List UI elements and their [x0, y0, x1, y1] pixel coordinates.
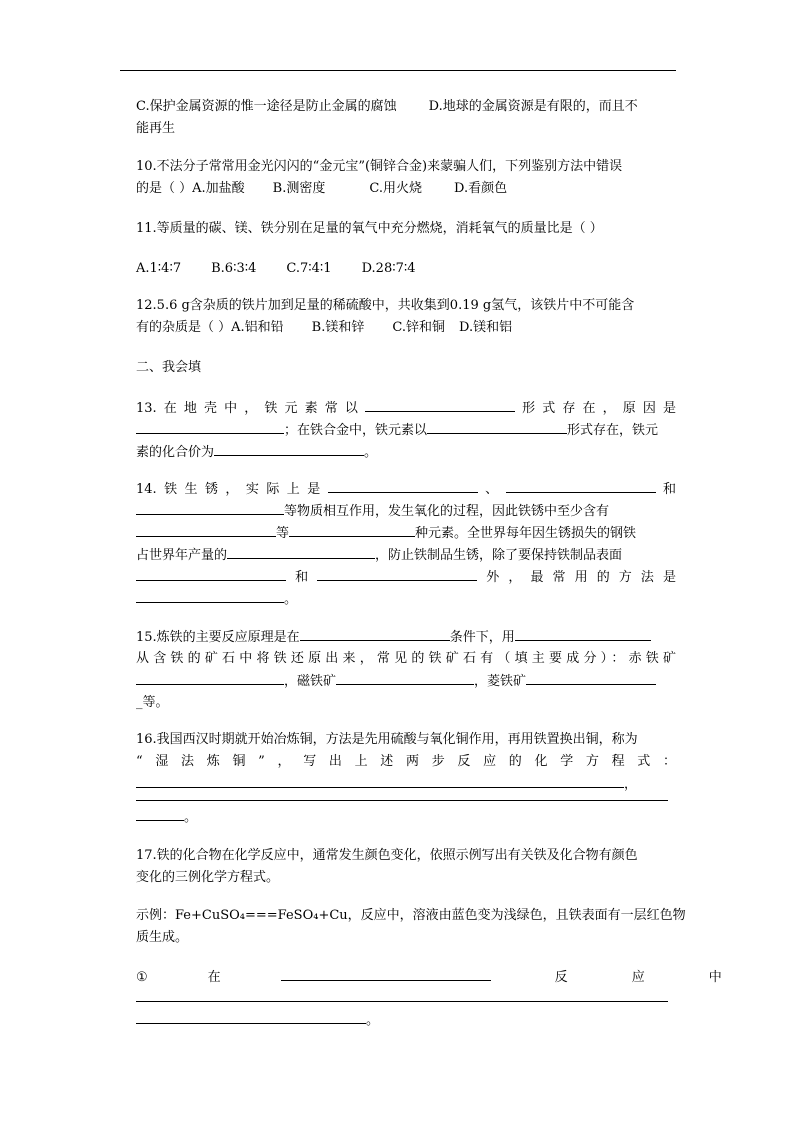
- q12-option-b: B.镁和锌: [311, 320, 365, 335]
- q14-line4: 占世界年产量的 ，防止铁制品生锈，除了要保持铁制品表面: [136, 544, 676, 567]
- blank[interactable]: [136, 588, 284, 603]
- q16-line1: 16.我国西汉时期就开始冶炼铜，方法是先用硫酸与氧化铜作用，再用铁置换出铜，称为: [136, 732, 638, 747]
- blank[interactable]: [136, 1009, 366, 1024]
- answer-line[interactable]: [136, 800, 668, 801]
- q11-options: [136, 258, 676, 280]
- blank[interactable]: [136, 566, 286, 581]
- blank[interactable]: [289, 522, 415, 537]
- blank[interactable]: [365, 397, 515, 412]
- q16-line2: “湿法炼铜”，写出上述两步反应的化学方程式：: [136, 754, 676, 769]
- blank[interactable]: [281, 966, 491, 981]
- q14-line6: 。: [136, 588, 676, 611]
- blank[interactable]: [427, 419, 567, 434]
- q15-line4: _等。: [136, 695, 169, 710]
- q13-line1: 13.在地壳中，铁元素常以 形式存在，原因是: [136, 397, 676, 420]
- q16-line5: 。: [136, 806, 676, 829]
- blank[interactable]: [506, 478, 656, 493]
- blank[interactable]: [136, 670, 284, 685]
- blank[interactable]: [336, 670, 474, 685]
- blank[interactable]: [300, 626, 450, 641]
- blank[interactable]: [136, 500, 284, 515]
- q14-line1: 14.铁生锈，实际上是 、 和: [136, 478, 676, 501]
- q15-line3: ，磁铁矿 ，菱铁矿: [136, 670, 676, 693]
- q13-line3: 素的化合价为 。: [136, 441, 676, 464]
- blank[interactable]: [214, 441, 364, 456]
- q11-option-c: C.7∶4∶1: [286, 261, 332, 276]
- blank[interactable]: [136, 419, 284, 434]
- q11-option-a: A.1∶4∶7: [136, 261, 182, 276]
- blank[interactable]: [136, 773, 624, 788]
- q17-item1-line1: ① 在 反 应 中: [136, 966, 676, 989]
- q14-line3: 等 种元素。全世界每年因生锈损失的钢铁: [136, 522, 676, 545]
- q10-options: 的是（ ）A.加盐酸 B.测密度 C.用火烧 D.看颜色: [136, 181, 508, 196]
- question-12: 12.5.6 g含杂质的铁片加到足量的稀硫酸中，共收集到0.19 g氢气，该铁片中不可能含: [136, 298, 635, 313]
- q9-line2: 能再生: [136, 121, 176, 136]
- circled-number: ①: [136, 970, 148, 985]
- q17-line1: 17.铁的化合物在化学反应中，通常发生颜色变化，依照示例写出有关铁及化合物有颜色: [136, 848, 638, 863]
- question-11: 11.等质量的碳、镁、铁分别在足量的氧气中充分燃烧，消耗氧气的质量比是（ ）: [136, 221, 603, 236]
- q14-line2: 等物质相互作用，发生氧化的过程，因此铁锈中至少含有: [136, 500, 676, 523]
- q11-option-b: B.6∶3∶4: [211, 261, 257, 276]
- q11-option-d: D.28∶7∶4: [361, 261, 416, 276]
- blank[interactable]: [227, 544, 375, 559]
- section-title: 二、我会填: [136, 360, 202, 375]
- q12-options: 有的杂质是（ ）A.铝和铅 B.镁和锌 C.锌和铜 D.镁和铝: [136, 320, 513, 335]
- q9-option-d: D.地球的金属资源是有限的，而且不: [428, 99, 638, 114]
- q12-option-a: A.铝和铅: [231, 320, 284, 335]
- q10-option-d: D.看颜色: [453, 181, 508, 196]
- blank[interactable]: [136, 806, 184, 821]
- header-rule: [120, 70, 676, 71]
- blank[interactable]: [526, 670, 656, 685]
- q17-example-line1: 示例：Fe+CuSO₄===FeSO₄+Cu，反应中，溶液由蓝色变为浅绿色，且铁表面有一层红色物: [136, 908, 686, 923]
- q17-example-line2: 质生成。: [136, 930, 189, 945]
- q9-option-c: C.保护金属资源的惟一途径是防止金属的腐蚀: [136, 99, 397, 114]
- q12-option-c: C.锌和铜: [392, 320, 445, 335]
- q15-line2: 从含铁的矿石中将铁还原出来，常见的铁矿石有（填主要成分）：赤铁矿: [136, 651, 676, 666]
- q17-line2: 变化的三例化学方程式。: [136, 870, 280, 885]
- q9-line1: [136, 96, 676, 118]
- blank[interactable]: [136, 522, 276, 537]
- q10-option-c: C.用火烧: [369, 181, 422, 196]
- q12-option-d: D.镁和铝: [458, 320, 513, 335]
- question-10: 10.不法分子常常用金光闪闪的“金元宝”(铜锌合金)来蒙骗人们，下列鉴别方法中错误: [136, 159, 623, 174]
- blank[interactable]: [515, 626, 651, 641]
- q10-option-b: B.测密度: [272, 181, 326, 196]
- q15-line1: 15.炼铁的主要反应原理是在 条件下，用: [136, 626, 676, 649]
- q13-line2: ；在铁合金中，铁元素以 形式存在，铁元: [136, 419, 676, 442]
- q17-item1-line3: 。: [136, 1009, 676, 1032]
- q16-line3: ，: [136, 773, 676, 796]
- answer-line[interactable]: [136, 1001, 668, 1002]
- q14-line5: 和 外，最常用的方法是: [136, 566, 676, 589]
- q10-option-a: A.加盐酸: [192, 181, 245, 196]
- blank[interactable]: [317, 566, 477, 581]
- blank[interactable]: [328, 478, 478, 493]
